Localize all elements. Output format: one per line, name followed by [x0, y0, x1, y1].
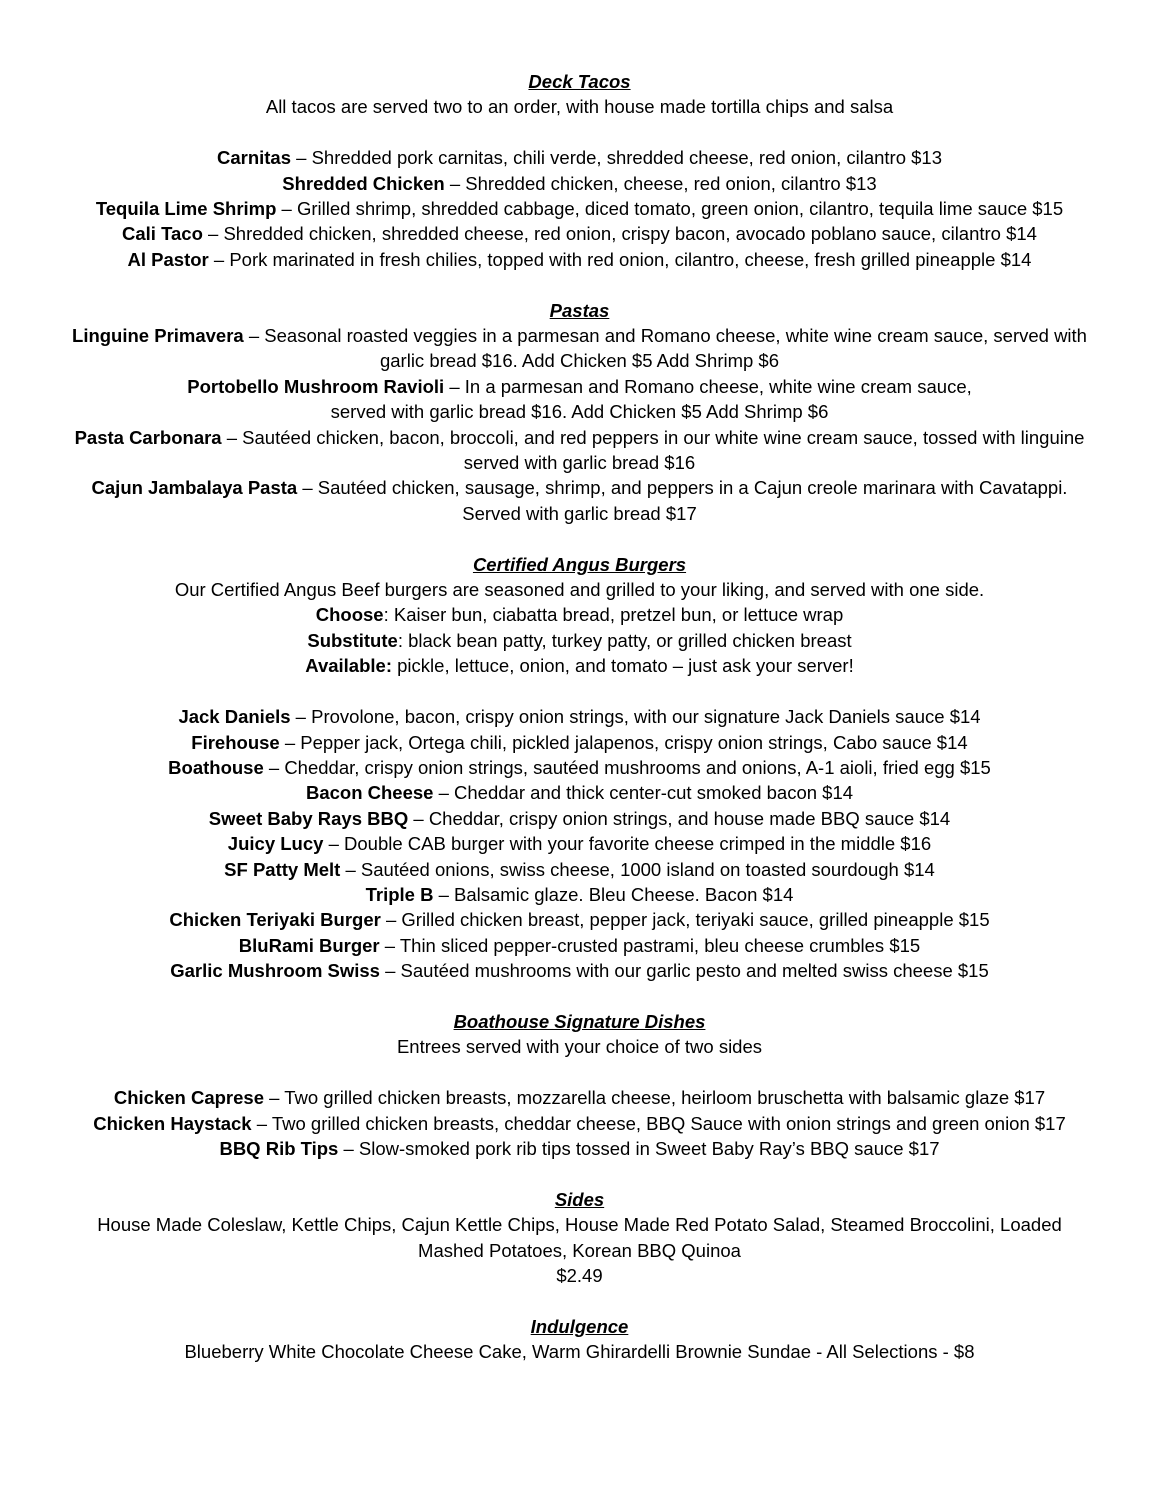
- tacos-heading: Deck Tacos: [528, 71, 631, 92]
- item-desc: – Shredded chicken, cheese, red onion, cilantro $13: [444, 172, 877, 194]
- option-desc: : Kaiser bun, ciabatta bread, pretzel bun, or lettuce wrap: [383, 604, 844, 626]
- item-name: Carnitas: [216, 147, 292, 169]
- item-name: Linguine Primavera: [72, 325, 244, 347]
- menu-item: [0, 247, 1159, 272]
- item-name: Chicken Haystack: [93, 1112, 252, 1134]
- menu-item: [0, 221, 1159, 246]
- item-desc: – Sautéed chicken, sausage, shrimp, and peppers in a Cajun creole marinara with Cavatappi.: [297, 477, 1068, 499]
- indulgence-section: [0, 1314, 1159, 1365]
- menu-item: [0, 806, 1159, 831]
- item-name: Triple B: [365, 883, 434, 905]
- item-desc: – Two grilled chicken breasts, mozzarella cheese, heirloom bruschetta with balsamic glaze $17: [263, 1087, 1046, 1109]
- menu-item: [0, 374, 1159, 399]
- menu-item: [0, 730, 1159, 755]
- item-desc-continued: served with garlic bread $16. Add Chicken $5 Add Shrimp $6: [330, 401, 829, 423]
- menu-item: [0, 475, 1159, 500]
- pastas-section: [0, 298, 1159, 527]
- item-name: Pasta Carbonara: [74, 426, 222, 448]
- item-desc: – Balsamic glaze. Bleu Cheese. Bacon $14: [433, 883, 794, 905]
- menu-item: [0, 831, 1159, 856]
- menu-item: [0, 704, 1159, 729]
- item-name: BBQ Rib Tips: [219, 1137, 339, 1159]
- tacos-section: [0, 69, 1159, 272]
- sides-price: $2.49: [556, 1264, 603, 1286]
- signature-heading: Boathouse Signature Dishes: [453, 1010, 706, 1032]
- item-name: Garlic Mushroom Swiss: [170, 960, 380, 982]
- item-desc: – Sautéed mushrooms with our garlic pesto and melted swiss cheese $15: [379, 960, 989, 982]
- menu-item: [0, 958, 1159, 983]
- sides-section: [0, 1187, 1159, 1289]
- item-desc: – Two grilled chicken breasts, cheddar cheese, BBQ Sauce with onion strings and green onion $17: [251, 1112, 1066, 1134]
- item-name: SF Patty Melt: [224, 858, 341, 880]
- burgers-section: [0, 552, 1159, 984]
- option-name: Choose: [315, 604, 384, 626]
- item-desc: – Cheddar and thick center-cut smoked bacon $14: [433, 782, 854, 804]
- menu-item: [0, 171, 1159, 196]
- option-desc: pickle, lettuce, onion, and tomato – just ask your server!: [392, 655, 854, 677]
- item-name: Boathouse: [168, 756, 264, 778]
- item-name: Sweet Baby Rays BBQ: [208, 807, 409, 829]
- item-desc: – Double CAB burger with your favorite cheese crimped in the middle $16: [323, 833, 932, 855]
- item-desc: – Sautéed onions, swiss cheese, 1000 island on toasted sourdough $14: [340, 858, 935, 880]
- burger-option: [0, 628, 1159, 653]
- item-desc: – Pork marinated in fresh chilies, topped with red onion, cilantro, cheese, fresh grilled pineapple $14: [208, 248, 1032, 270]
- item-desc: – Sautéed chicken, bacon, broccoli, and red peppers in our white wine cream sauce, tossed with linguine served with garlic bread $16: [221, 426, 1085, 474]
- sides-heading: Sides: [554, 1188, 605, 1210]
- item-desc-continued: Served with garlic bread $17: [462, 502, 697, 524]
- item-desc: – Grilled chicken breast, pepper jack, teriyaki sauce, grilled pineapple $15: [380, 909, 990, 931]
- item-name: Shredded Chicken: [282, 172, 445, 194]
- indulgence-heading: Indulgence: [530, 1315, 629, 1337]
- item-name: Cali Taco: [122, 223, 203, 245]
- item-name: Jack Daniels: [178, 706, 291, 728]
- menu-item: [0, 196, 1159, 221]
- pastas-heading: Pastas: [549, 299, 610, 321]
- burger-option: [0, 653, 1159, 678]
- burgers-heading: Certified Angus Burgers: [472, 553, 687, 575]
- burger-option: [0, 602, 1159, 627]
- menu-item: [0, 323, 1159, 374]
- item-name: Portobello Mushroom Ravioli: [187, 375, 445, 397]
- menu-item: [0, 857, 1159, 882]
- option-name: Available:: [305, 655, 392, 677]
- menu-item: [0, 780, 1159, 805]
- item-desc: – Seasonal roasted veggies in a parmesan and Romano cheese, white wine cream sauce, served with garlic bread $16. Add Chicken $5 Add Shrimp $6: [243, 325, 1087, 372]
- item-desc: – In a parmesan and Romano cheese, white wine cream sauce,: [444, 375, 972, 397]
- menu-item: [0, 882, 1159, 907]
- sides-list: House Made Coleslaw, Kettle Chips, Cajun Kettle Chips, House Made Red Potato Salad, Steamed Broccolini, Loaded Mashed Potatoes, Korean BBQ Quinoa: [97, 1214, 1062, 1261]
- item-desc: – Grilled shrimp, shredded cabbage, diced tomato, green onion, cilantro, tequila lime sauce $15: [276, 198, 1064, 220]
- signature-intro: Entrees served with your choice of two sides: [396, 1036, 763, 1058]
- item-name: Firehouse: [191, 731, 280, 753]
- item-name: BluRami Burger: [238, 934, 380, 956]
- menu-item: [0, 425, 1159, 476]
- item-desc: – Cheddar, crispy onion strings, sautéed mushrooms and onions, A-1 aioli, fried egg $15: [263, 756, 991, 778]
- signature-section: [0, 1009, 1159, 1161]
- item-desc: – Slow-smoked pork rib tips tossed in Sweet Baby Ray’s BBQ sauce $17: [338, 1137, 940, 1159]
- item-name: Chicken Caprese: [113, 1087, 264, 1109]
- menu-item: [0, 1085, 1159, 1110]
- indulgence-list: Blueberry White Chocolate Cheese Cake, Warm Ghirardelli Brownie Sundae - All Selections - $8: [184, 1341, 975, 1363]
- item-desc: – Cheddar, crispy onion strings, and house made BBQ sauce $14: [408, 807, 951, 829]
- item-desc: – Shredded pork carnitas, chili verde, shredded cheese, red onion, cilantro $13: [291, 147, 942, 169]
- menu-item: [0, 907, 1159, 932]
- item-desc: – Provolone, bacon, crispy onion strings, with our signature Jack Daniels sauce $14: [290, 706, 981, 728]
- menu-item: [0, 145, 1159, 170]
- item-desc: – Shredded chicken, shredded cheese, red onion, crispy bacon, avocado poblano sauce, cilantro $14: [202, 223, 1037, 245]
- menu-item: [0, 1111, 1159, 1136]
- item-name: Juicy Lucy: [227, 833, 324, 855]
- item-desc: – Thin sliced pepper-crusted pastrami, bleu cheese crumbles $15: [379, 934, 921, 956]
- item-name: Al Pastor: [127, 248, 209, 270]
- item-name: Cajun Jambalaya Pasta: [91, 477, 298, 499]
- item-desc: – Pepper jack, Ortega chili, pickled jalapenos, crispy onion strings, Cabo sauce $14: [279, 731, 968, 753]
- option-name: Substitute: [307, 629, 398, 651]
- menu-item: [0, 933, 1159, 958]
- item-name: Bacon Cheese: [305, 782, 434, 804]
- menu-item: [0, 1136, 1159, 1161]
- burgers-intro: Our Certified Angus Beef burgers are seasoned and grilled to your liking, and served with one side.: [174, 579, 985, 601]
- item-name: Tequila Lime Shrimp: [95, 198, 277, 220]
- option-desc: : black bean patty, turkey patty, or grilled chicken breast: [397, 629, 852, 651]
- menu-item: [0, 755, 1159, 780]
- tacos-intro: All tacos are served two to an order, with house made tortilla chips and salsa: [265, 96, 894, 118]
- item-name: Chicken Teriyaki Burger: [169, 909, 381, 931]
